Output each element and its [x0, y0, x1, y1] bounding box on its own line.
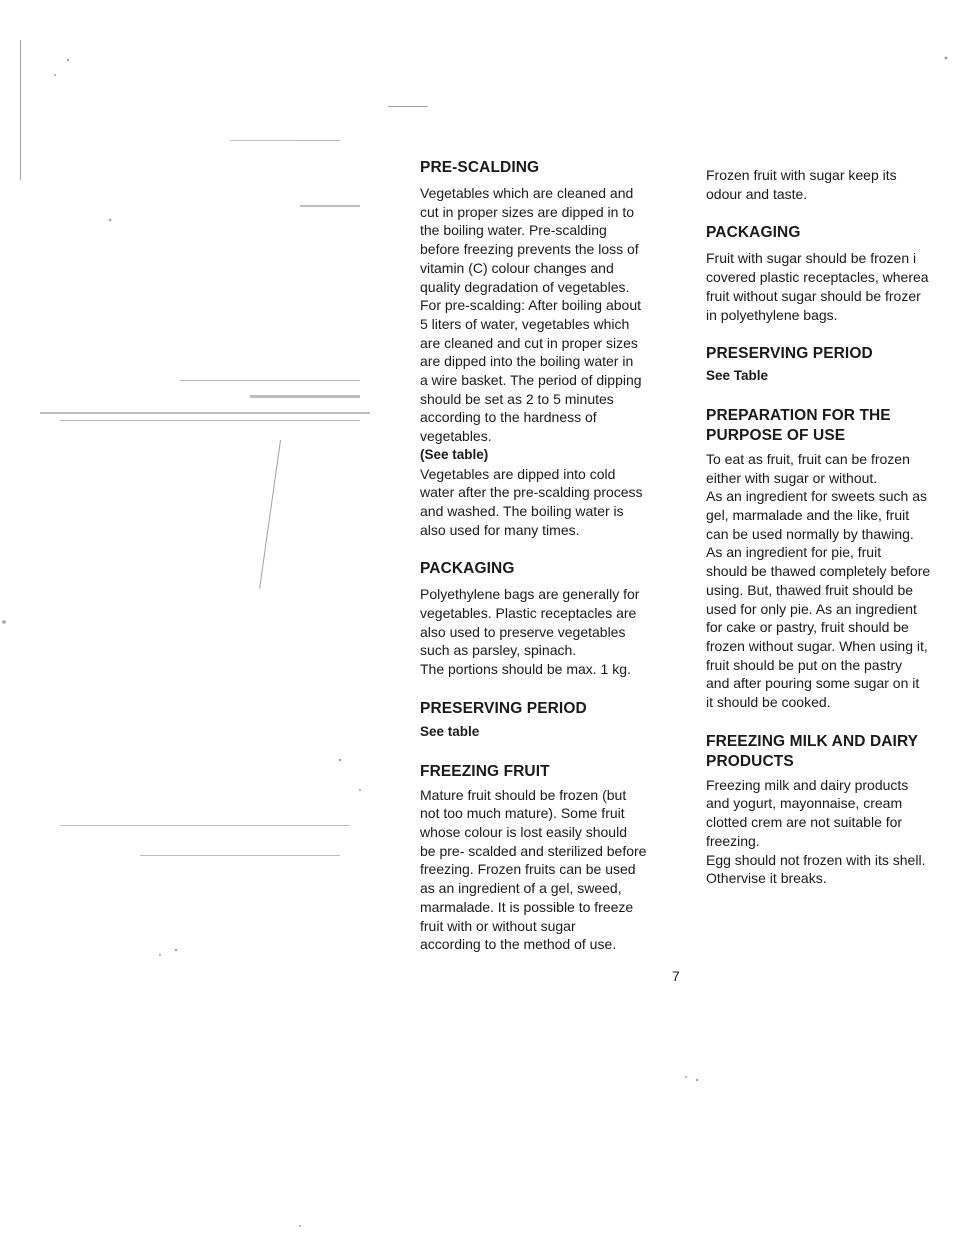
preserving-period-fruit-note: See Table — [706, 368, 769, 384]
prescalding-body: Vegetables which are cleaned and cut in proper sizes are dipped in to the boiling water. Pre-scalding before freezing prevents the loss of vitamin (C) colour changes and quality degradation of vegetables. For pre-scalding: After boiling about 5 liters of water, vegetables which are cleaned and cut in proper sizes are dipped into the boiling water in a wire basket. The period of dipping should be set as 2 to 5 minutes according to the hardness of vegetables. — [420, 185, 642, 445]
left-column — [420, 158, 685, 954]
preserving-period-vegetables-note: See table — [420, 723, 480, 739]
frozen-fruit-intro: Frozen fruit with sugar keep its odour and taste. — [706, 167, 897, 202]
packaging-vegetables-body: Polyethylene bags are generally for vegetables. Plastic receptacles are also used to preserve vegetables such as parsley, spinach. The portions should be max. 1 kg. — [420, 586, 640, 678]
prescalding-see-table: (See table) — [420, 446, 489, 462]
preserving-period-vegetables-heading: PRESERVING PERIOD — [420, 699, 587, 717]
preparation-body: To eat as fruit, fruit can be frozen either with sugar or without. As an ingredient for sweets such as gel, marmalade and the like, fruit can be used normally by thawing. As an ingredient for pie, fruit should be thawed completely before using. But, thawed fruit should be used for only pie. As an ingredient for cake or pastry, fruit should be frozen without sugar. When using it, fruit should be put on the pastry and after pouring some sugar on it it should be cooked. — [706, 450, 931, 711]
prescalding-body-2: Vegetables are dipped into cold water after the pre-scalding process and washed. The boiling water is also used for many times. — [420, 465, 643, 538]
page-number: 7 — [672, 968, 680, 984]
preserving-period-fruit-heading: PRESERVING PERIOD — [706, 345, 873, 363]
freezing-milk-body: Freezing milk and dairy products and yogurt, mayonnaise, cream clotted crem are not suitable for freezing. Egg should not frozen with its shell. Othervise it breaks. — [706, 776, 926, 887]
freezing-fruit-heading: FREEZING FRUIT — [420, 762, 550, 780]
preparation-heading: PREPARATION FOR THE PURPOSE OF USE — [706, 406, 891, 444]
prescalding-heading: PRE-SCALDING — [420, 159, 540, 176]
packaging-vegetables-heading: PACKAGING — [420, 560, 515, 578]
right-column — [706, 166, 954, 888]
freezing-fruit-body: Mature fruit should be frozen (but not too much mature). Some fruit whose colour is lost easily should be pre- scalded and sterilized before freezing. Frozen fruits can be used as an ingredient of a gel, sweed, marmalade. It is possible to freeze fruit with or without sugar according to the method of use. — [420, 786, 647, 953]
packaging-fruit-heading: PACKAGING — [706, 224, 801, 242]
packaging-fruit-body: Fruit with sugar should be frozen i covered plastic receptacles, wherea fruit without sugar should be frozer in polyethylene bags. — [706, 250, 929, 323]
freezing-milk-heading: FREEZING MILK AND DAIRY PRODUCTS — [706, 732, 919, 770]
